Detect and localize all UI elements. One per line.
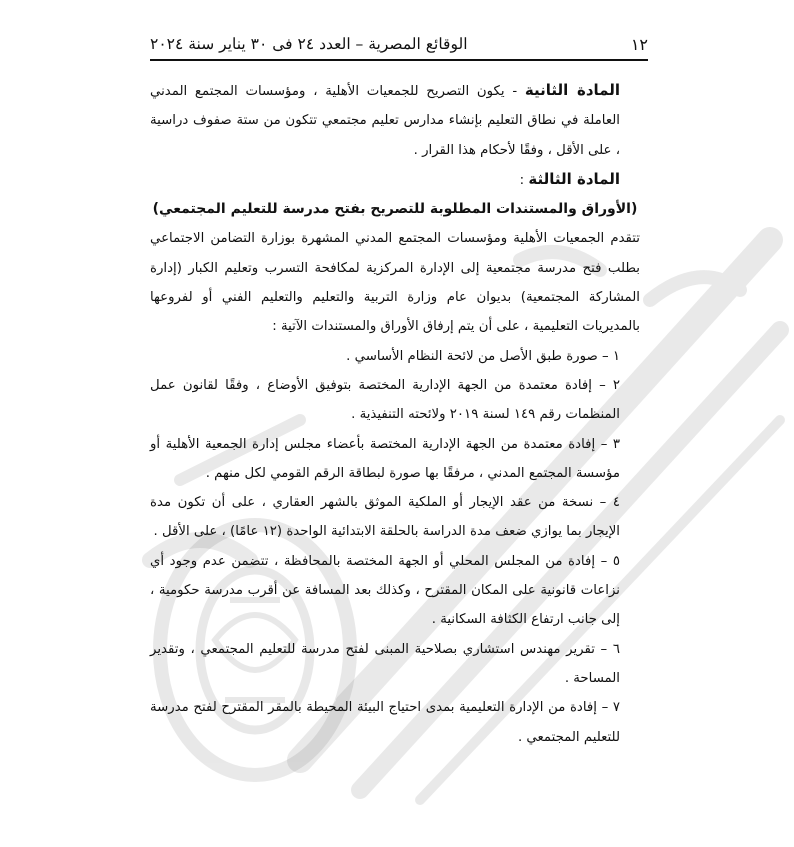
article-2-text: - يكون التصريح للجمعيات الأهلية ، ومؤسسات المجتمع المدني العاملة في نطاق التعليم بإنشاء مدارس تعليم مجتمعي تتكون من ستة صفوف دراسية ، على الأقل ، وفقًا لأحكام هذا القرار . <box>150 84 620 158</box>
article-3-colon: : <box>519 172 529 188</box>
document-body <box>150 76 640 752</box>
page-header <box>150 30 648 58</box>
page-number: ١٢ <box>630 34 648 54</box>
article-2-paragraph <box>150 76 640 165</box>
requirement-item-3: ٣ – إفادة معتمدة من الجهة الإدارية المختصة بأعضاء مجلس إدارة الجمعية الأهلية أو مؤسسة المجتمع المدني ، مرفقًا بها صورة لبطاقة الرقم القومي لكل منهم . <box>150 436 620 481</box>
requirement-item-1: ١ – صورة طبق الأصل من لائحة النظام الأساسي . <box>346 348 620 364</box>
header-divider <box>150 59 648 61</box>
requirement-item-6: ٦ – تقرير مهندس استشاري بصلاحية المبنى لفتح مدرسة للتعليم المجتمعي ، وتقدير المساحة . <box>150 641 620 686</box>
article-3-heading <box>150 165 640 195</box>
requirement-item-5: ٥ – إفادة من المجلس المحلي أو الجهة المختصة بالمحافظة ، تتضمن عدم وجود أي نزاعات قانونية على المكان المقترح ، وكذلك بعد المسافة عن أقرب مدرسة حكومية ، إلى جانب ارتفاع الكثافة السكانية . <box>150 553 620 628</box>
article-3-intro: تتقدم الجمعيات الأهلية ومؤسسات المجتمع المدني المشهرة بوزارة التضامن الاجتماعي بطلب فتح مدرسة مجتمعية إلى الإدارة المركزية لمكافحة التسرب وتعليم الكبار (إدارة المشاركة المجتمعية) بديوان عام وزارة التربية والتعليم والتعليم الفني أو لفروعها بالمديريات التعليمية ، على أن يتم إرفاق الأوراق والمستندات الآتية : <box>150 231 640 335</box>
gazette-issue-info: الوقائع المصرية – العدد ٢٤ فى ٣٠ يناير سنة ٢٠٢٤ <box>150 35 468 53</box>
article-3-subtitle: (الأوراق والمستندات المطلوبة للتصريح بفتح مدرسة للتعليم المجتمعي) <box>152 201 638 218</box>
article-2-title: المادة الثانية <box>524 81 620 99</box>
requirement-item-2: ٢ – إفادة معتمدة من الجهة الإدارية المختصة بتوفيق الأوضاع ، وفقًا لقانون عمل المنظمات رقم ١٤٩ لسنة ٢٠١٩ ولائحته التنفيذية . <box>150 377 620 423</box>
article-3-title: المادة الثالثة <box>528 169 620 188</box>
requirement-item-4: ٤ – نسخة من عقد الإيجار أو الملكية الموثق بالشهر العقاري ، على أن تكون مدة الإيجار بما يوازي ضعف مدة الدراسة بالحلقة الابتدائية الواحدة (١٢ عامًا) ، على الأقل . <box>150 495 620 540</box>
requirement-item-7: ٧ – إفادة من الإدارة التعليمية بمدى احتياج البيئة المحيطة بالمقر المقترح لفتح مدرسة للتعليم المجتمعي . <box>150 700 620 745</box>
